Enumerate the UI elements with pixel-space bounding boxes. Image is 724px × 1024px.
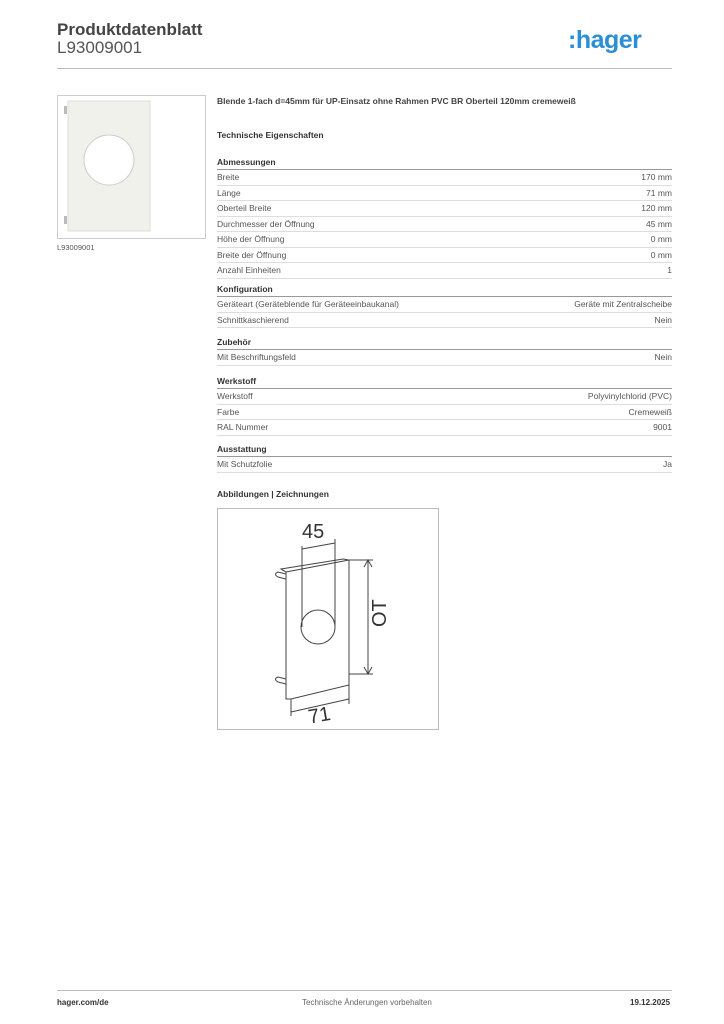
- table-row: [217, 405, 672, 421]
- table-row: [217, 186, 672, 202]
- section-heading: Ausstattung: [217, 442, 672, 457]
- product-code: L93009001: [57, 38, 143, 57]
- tech-heading: Technische Eigenschaften: [217, 130, 324, 140]
- table-row: [217, 350, 672, 366]
- property-label: Geräteart (Geräteblende für Geräteeinbaukanal): [217, 299, 399, 309]
- property-label: Länge: [217, 187, 241, 198]
- product-image: [57, 95, 206, 239]
- footer-website[interactable]: hager.com/de: [57, 998, 109, 1007]
- section-ausstattung: [217, 442, 672, 473]
- hager-logo: :hager: [568, 26, 642, 54]
- product-title: Blende 1-fach d=45mm für UP-Einsatz ohne Rahmen PVC BR Oberteil 120mm cremeweiß: [217, 96, 576, 106]
- property-value: Nein: [654, 352, 672, 362]
- property-label: Durchmesser der Öffnung: [217, 218, 315, 229]
- section-zubehör: [217, 335, 672, 366]
- property-value: 71 mm: [646, 187, 672, 198]
- property-label: Anzahl Einheiten: [217, 265, 281, 275]
- property-label: Farbe: [217, 406, 240, 417]
- page-title: Produktdatenblatt: [57, 20, 203, 39]
- property-value: 1: [667, 265, 672, 275]
- footer-divider: [57, 990, 672, 991]
- property-value: 0 mm: [650, 249, 672, 260]
- section-heading: Abmessungen: [217, 155, 672, 170]
- property-label: Höhe der Öffnung: [217, 234, 285, 244]
- table-row: [217, 297, 672, 313]
- table-row: [217, 232, 672, 248]
- property-value: 0 mm: [650, 234, 672, 244]
- property-value: Polyvinylchlorid (PVC): [587, 391, 672, 401]
- property-value: Nein: [654, 314, 672, 325]
- section-heading: Werkstoff: [217, 374, 672, 389]
- section-heading: Zubehör: [217, 335, 672, 350]
- table-row: [217, 248, 672, 264]
- property-label: Breite: [217, 172, 240, 182]
- footer-notice: Technische Änderungen vorbehalten: [302, 998, 432, 1007]
- table-row: [217, 420, 672, 436]
- image-caption: L93009001: [57, 243, 95, 252]
- property-value: Cremeweiß: [628, 406, 672, 417]
- section-abmessungen: [217, 155, 672, 279]
- table-row: [217, 389, 672, 405]
- property-label: Werkstoff: [217, 391, 253, 401]
- dim-45: 45: [302, 521, 325, 543]
- property-value: Geräte mit Zentralscheibe: [574, 299, 672, 309]
- footer-date: 19.12.2025: [630, 998, 671, 1007]
- header-divider: [57, 68, 672, 69]
- property-label: Mit Schutzfolie: [217, 459, 273, 469]
- property-value: Ja: [663, 459, 672, 469]
- table-row: [217, 217, 672, 233]
- section-konfiguration: [217, 282, 672, 328]
- table-row: [217, 201, 672, 217]
- property-label: Breite der Öffnung: [217, 249, 287, 260]
- property-value: 120 mm: [641, 203, 672, 213]
- property-label: Mit Beschriftungsfeld: [217, 352, 296, 362]
- technical-drawing: [217, 508, 439, 730]
- table-row: [217, 313, 672, 329]
- drawings-heading: Abbildungen | Zeichnungen: [217, 489, 329, 499]
- table-row: [217, 457, 672, 473]
- section-werkstoff: [217, 374, 672, 436]
- property-value: 45 mm: [646, 218, 672, 229]
- table-row: [217, 263, 672, 279]
- section-heading: Konfiguration: [217, 282, 672, 297]
- dim-71: 71: [306, 703, 333, 729]
- property-label: Schnittkaschierend: [217, 314, 289, 325]
- property-value: 170 mm: [641, 172, 672, 182]
- dim-ot: OT: [369, 599, 391, 627]
- property-label: Oberteil Breite: [217, 203, 272, 213]
- property-label: RAL Nummer: [217, 422, 269, 432]
- property-value: 9001: [653, 422, 672, 432]
- table-row: [217, 170, 672, 186]
